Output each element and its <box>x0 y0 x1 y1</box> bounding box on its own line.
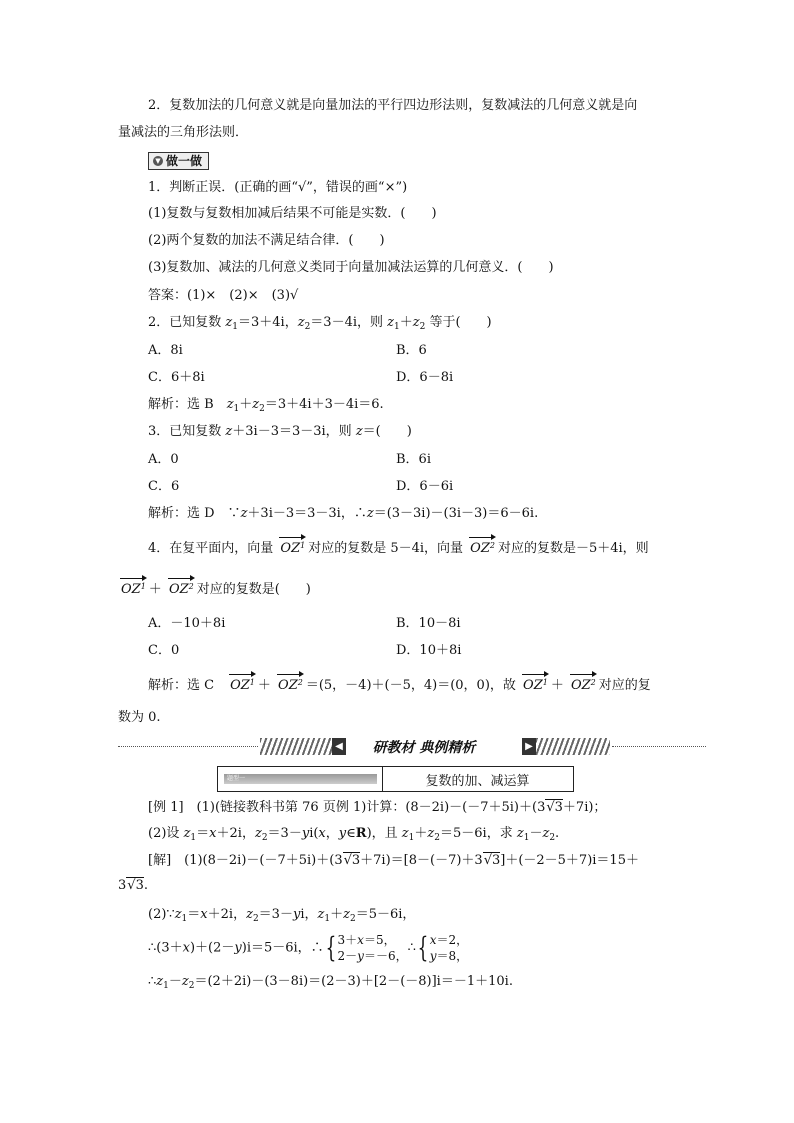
banner-stripes-left <box>260 738 334 755</box>
chevron-down-icon: ▼ <box>153 156 163 166</box>
q4-option-b: B．10－8i <box>396 616 461 631</box>
practice-tag <box>148 152 209 170</box>
q1-statement-3: (3)复数加、减法的几何意义类同于向量加减法运算的几何意义．( ) <box>148 260 554 275</box>
chevron-left-icon: ◀ <box>332 738 346 755</box>
q2-option-b: B．6 <box>396 343 427 358</box>
q4-solution-end: 数为 0. <box>118 710 161 725</box>
topic-tag: 题型一 <box>224 774 377 784</box>
q3-option-b: B．6i <box>396 452 431 467</box>
example1-line-1: [例 1] (1)(链接教科书第 76 页例 1)计算：(8－2i)－(－7＋5i)＋(3√3＋7i)； <box>148 800 607 815</box>
q3-option-a: A．0 <box>148 452 179 467</box>
practice-tag-label: 做一做 <box>166 154 203 168</box>
q2-option-d: D．6－8i <box>396 370 454 385</box>
banner-stripes-right <box>536 738 610 755</box>
q1-stem: 1．判断正误．(正确的画“√”，错误的画“×”) <box>148 180 408 195</box>
solution-line-4: ∴(3＋x)＋(2－y)i＝5－6i，∴{ 3＋x＝5， 2－y＝－6，∴{ x＝2， y＝8， <box>148 931 469 964</box>
q3-option-d: D．6－6i <box>396 479 454 494</box>
q1-statement-2: (2)两个复数的加法不满足结合律．( ) <box>148 233 385 248</box>
solution-line-2: 3√3. <box>118 878 148 893</box>
topic-box <box>217 766 574 792</box>
solution-line-5: $\therefore z_1-z_2=(2+2i)-(3-8i)=(2-3)+[2-(-8)]i=-1+10i$. <box>148 974 513 991</box>
q3-stem: 3．已知复数 z＋3i－3＝3－3i，则 z＝( ) <box>148 424 412 439</box>
q2-solution: 解析：选 B $z_1+z_2=3+4i+3-4i=6$. <box>148 397 384 414</box>
q1-answer: 答案：(1)× (2)× (3)√ <box>148 288 299 303</box>
chevron-right-icon: ▶ <box>522 738 536 755</box>
q2-option-a: A．8i <box>148 343 183 358</box>
q4-option-a: A．－10＋8i <box>148 616 226 631</box>
banner-rule-left <box>118 746 258 747</box>
topic-title: 复数的加、减运算 <box>425 774 530 789</box>
q2-option-c: C．6＋8i <box>148 370 205 385</box>
section-banner <box>118 735 706 759</box>
q1-statement-1: (1)复数与复数相加减后结果不可能是实数．( ) <box>148 206 437 221</box>
q3-solution: 解析：选 D ∵z＋3i－3＝3－3i，∴z＝(3－3i)－(3i－3)＝6－6i. <box>148 506 539 521</box>
banner-title: 研教材 典例精析 <box>372 740 476 756</box>
q4-option-d: D．10＋8i <box>396 643 462 658</box>
q4-stem-1: 4．在复平面内，向量 $OZ^1$ 对应的复数是 5－4i，向量 $OZ^2$ 对应的复数是－5＋4i，则 <box>148 539 649 559</box>
q4-solution: 解析：选 C $OZ^1 + OZ^2 =(5$，－4)＋(－5，4)＝(0，0)，故 $OZ^1 + OZ^2$ 对应的复 <box>148 676 651 696</box>
q4-stem-2: $OZ^1 + OZ^2$ 对应的复数是( ) <box>118 580 311 600</box>
q3-option-c: C．6 <box>148 479 180 494</box>
solution-line-3: $(2)\because z_1=x+2i$，$z_2=3-yi$，$z_1+z_2=5-6i$， <box>148 907 416 924</box>
example1-line-2: (2)设 $z_1=x+2i$，$z_2=3-yi(x$，y∈R)，且 $z_1+z_2=5-6i$，求 $z_1-z_2$. <box>148 826 560 843</box>
q2-stem: 2．已知复数 $z_1=3+4i$，$z_2=3-4i$，则 $z_1+z_2$ 等于( ) <box>148 315 492 332</box>
q4-option-c: C．0 <box>148 643 180 658</box>
banner-rule-right <box>612 746 706 747</box>
solution-line-1: [解] (1)(8－2i)－(－7＋5i)＋(3√3＋7i)＝[8－(－7)＋3√3]＋(－2－5＋7)i＝15＋ <box>148 853 639 868</box>
intro-line-2: 量减法的三角形法则． <box>118 125 249 140</box>
intro-line-1: 2．复数加法的几何意义就是向量加法的平行四边形法则，复数减法的几何意义就是向 <box>148 98 638 113</box>
